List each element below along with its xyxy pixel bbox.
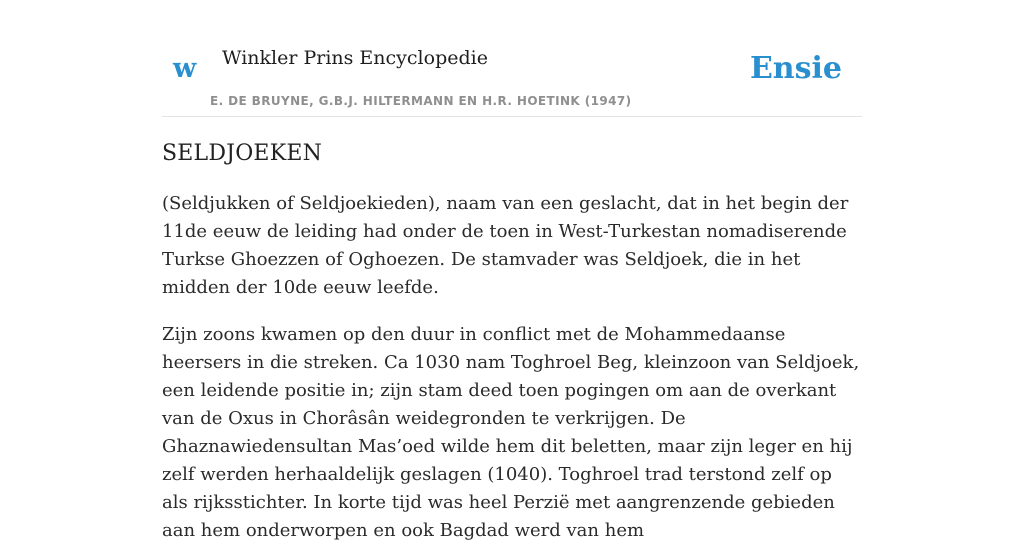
logo-icon[interactable]: w (173, 53, 197, 84)
source-title[interactable]: Winkler Prins Encyclopedie (222, 47, 488, 69)
article (162, 138, 862, 545)
source-authors: E. DE BRUYNE, G.B.J. HILTERMANN EN H.R. HOETINK (1947) (210, 94, 632, 108)
article-title: SELDJOEKEN (162, 141, 323, 166)
article-paragraph-1: (Seldjukken of Seldjoekieden), naam van een geslacht, dat in het begin der 11de eeuw de leiding had onder de toen in West-Turkestan nomadiserende Turkse Ghoezzen of Oghoezen. De stamvader was Seldjoek, die in het midden der 10de eeuw leefde. (162, 193, 849, 298)
article-paragraph-2: Zijn zoons kwamen op den duur in conflict met de Mohammedaanse heersers in die streken. Ca 1030 nam Toghroel Beg, kleinzoon van Seldjoek, een leidende positie in; zijn stam deed toen pogingen om aan de overkant van de Oxus in Chorâsân weidegronden te verkrijgen. De Ghaznawiedensultan Mas’oed wilde hem dit beletten, maar zijn leger en hij zelf werden herhaaldelijk geslagen (1040). Toghroel trad terstond zelf op als rijksstichter. In korte tijd was heel Perzië met aangrenzende gebieden aan hem onderworpen en ook Bagdad werd van hem (162, 324, 860, 541)
brand-logo[interactable]: Ensie (749, 51, 842, 86)
site-header (162, 0, 862, 117)
